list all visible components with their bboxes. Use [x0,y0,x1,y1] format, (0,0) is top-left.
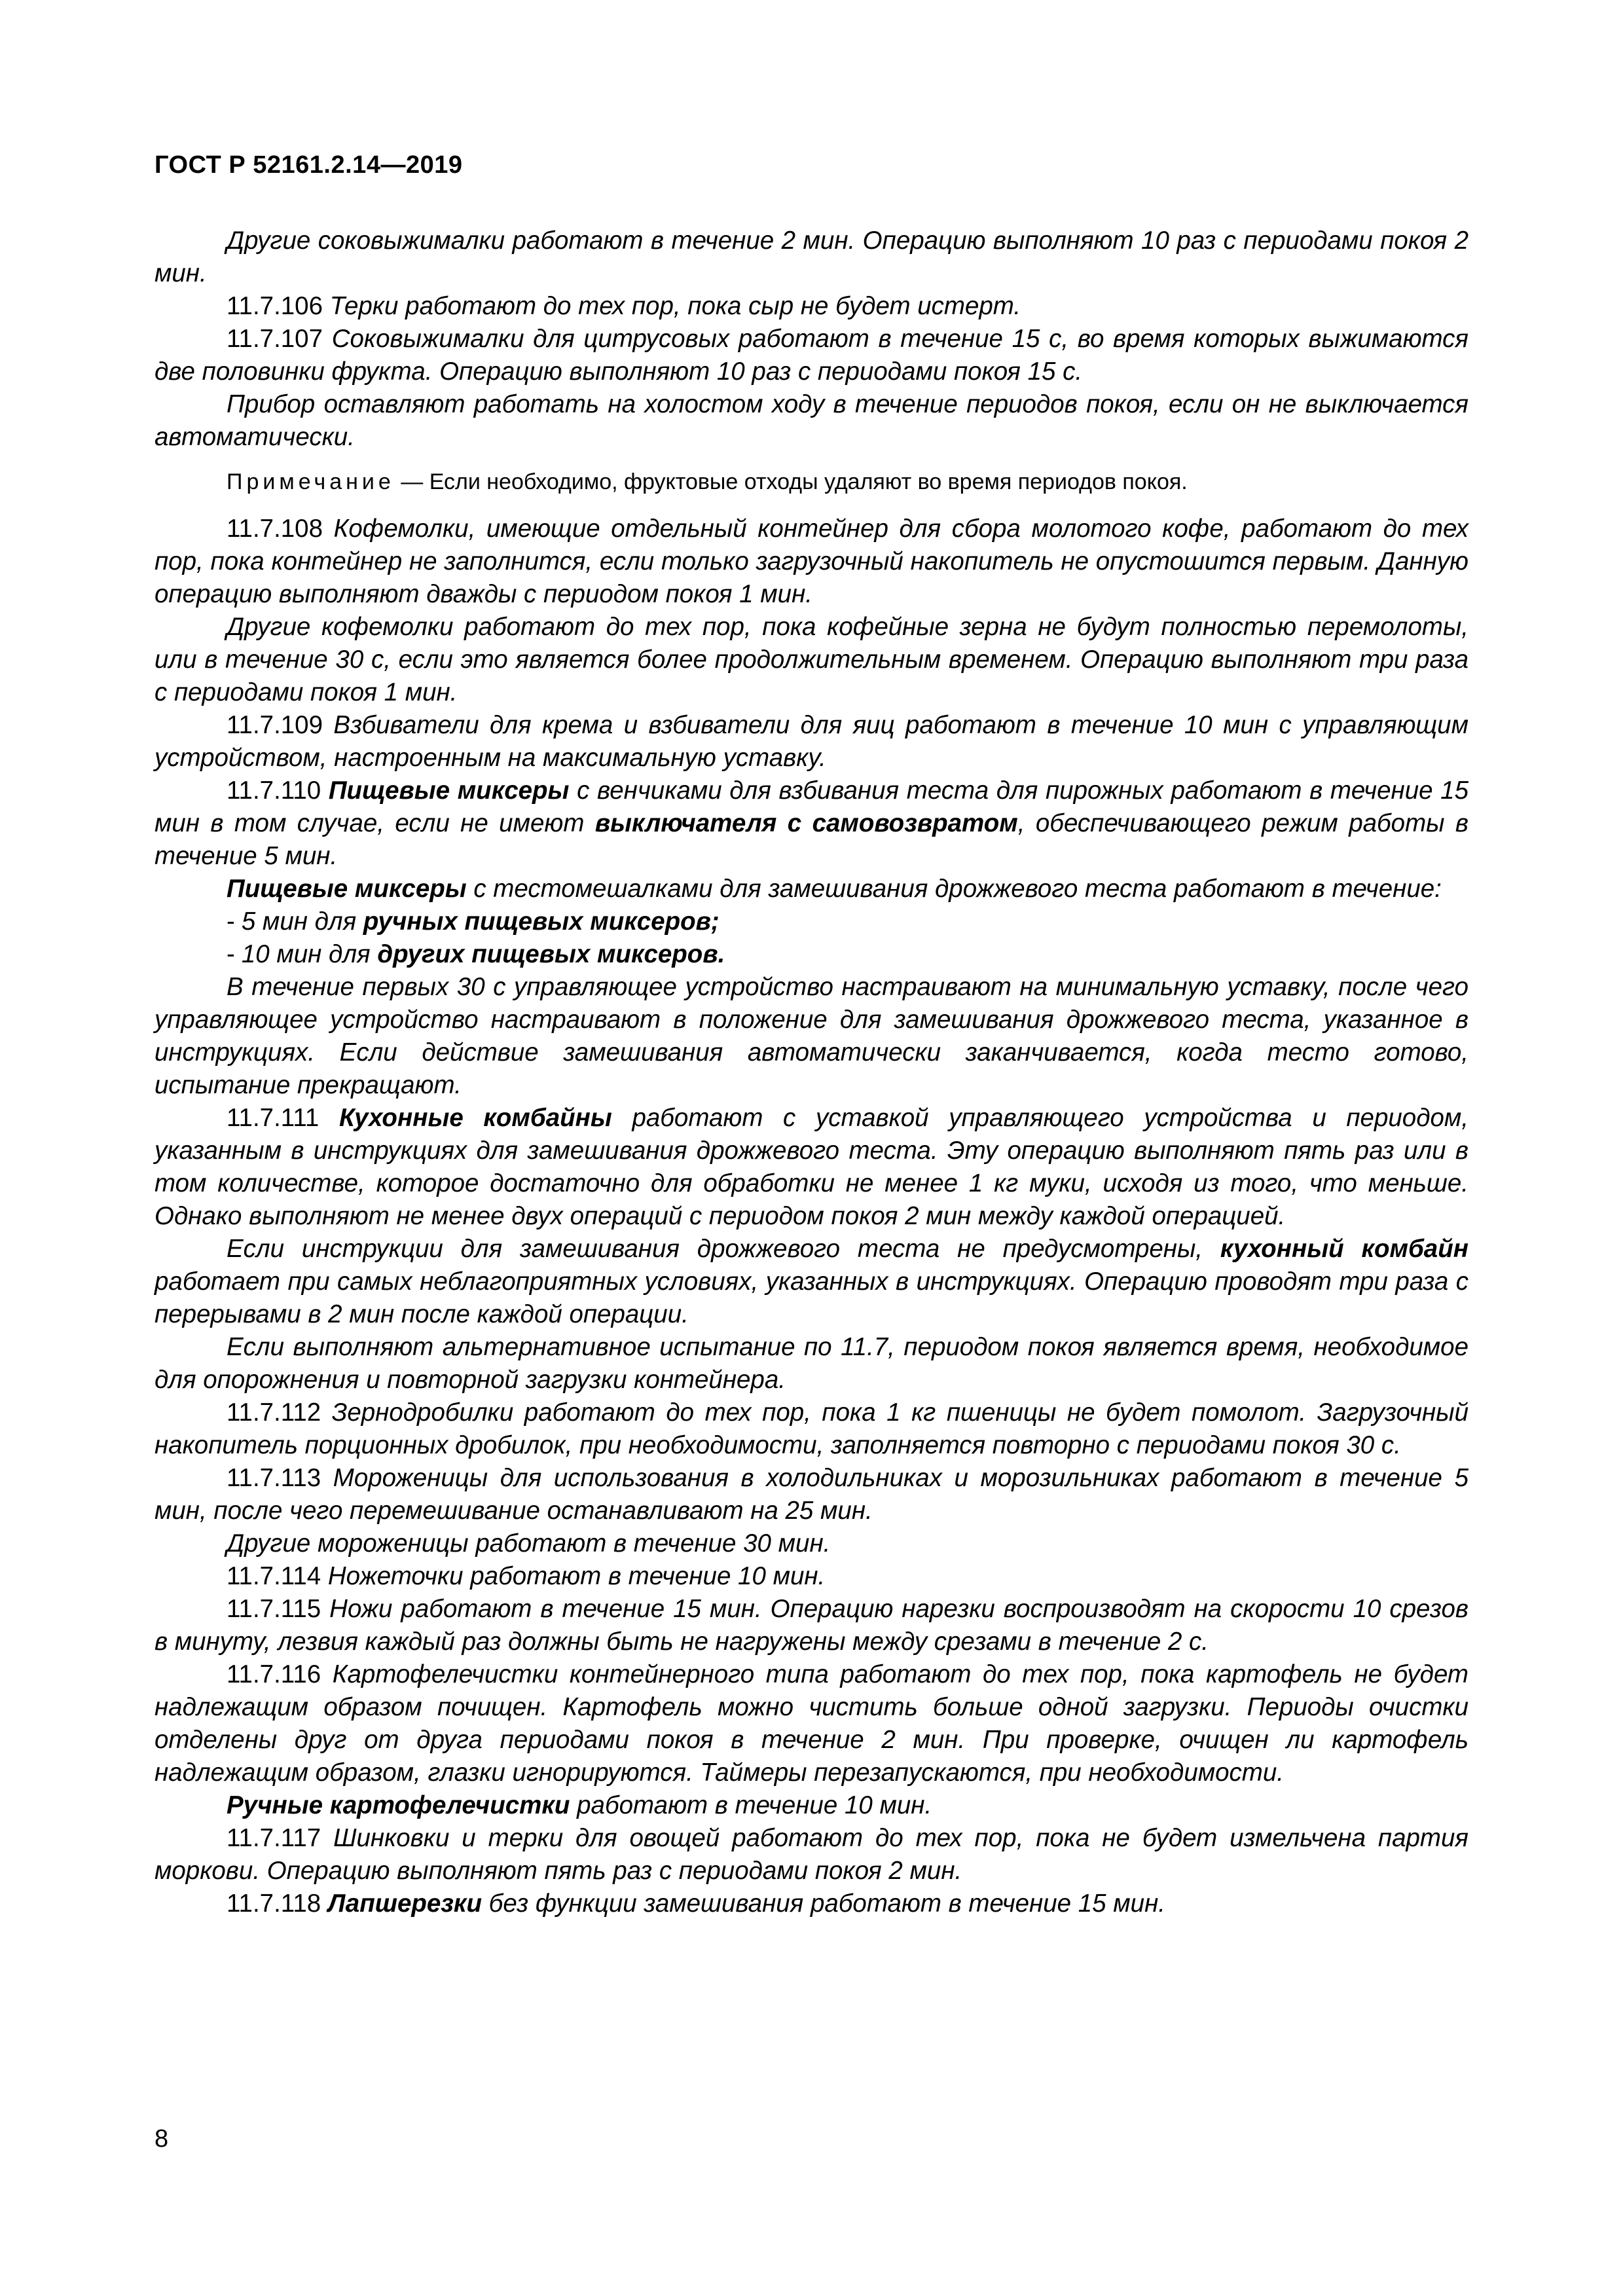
clause-11-7-113: 11.7.113 Мороженицы для использования в холодильниках и морозильниках работают в течение 5 мин, после чего перемешивание останавливают на 25 мин. [155,1464,1468,1525]
paragraph: В течение первых 30 с управляющее устройство настраивают на минимальную уставку, после чего управляющее устройство настраивают в положение для замешивания дрожжевого теста, указанное в инструкциях. Если действие замешивания автоматически заканчивается, когда тесто готово, испытание прекращают. [155,973,1468,1099]
term: Кухонные комбайны [338,1104,612,1132]
paragraph: Пищевые миксеры с тестомешалками для замешивания дрожжевого теста работают в течение: [227,875,1442,903]
paragraph: Другие мороженицы работают в течение 30 мин. [227,1529,831,1558]
clause-number: 11.7.117 [227,1824,321,1852]
term: Ручные картофелечистки [227,1791,570,1819]
paragraph: Прибор оставляют работать на холостом ходу в течение периодов покоя, если он не выключается автоматически. [155,390,1468,451]
clause-11-7-109: 11.7.109 Взбиватели для крема и взбиватели для яиц работают в течение 10 мин с управляющим устройством, настроенным на максимальную уставку. [155,711,1468,772]
term: Пищевые миксеры [328,776,570,805]
paragraph: Если инструкции для замешивания дрожжевого теста не предусмотрены, кухонный комбайн работает при самых неблагоприятных условиях, указанных в инструкциях. Операцию проводят три раза с перерывами в 2 мин после каждой операции. [155,1235,1468,1328]
clause-number: 11.7.111 [227,1104,319,1132]
clause-number: 11.7.107 [227,325,323,353]
clause-11-7-110: 11.7.110 Пищевые миксеры с венчиками для взбивания теста для пирожных работают в течение 15 мин в том случае, если не имеют выключателя с самовозвратом, обеспечивающего режим работы в течение 5 мин. [155,776,1469,870]
note-text: — Если необходимо, фруктовые отходы удаляют во время периодов покоя. [401,469,1188,494]
clause-11-7-117: 11.7.117 Шинковки и терки для овощей работают до тех пор, пока не будет измельчена партия моркови. Операцию выполняют пять раз с периодами покоя 2 мин. [155,1824,1468,1885]
note [155,467,1468,497]
note-label: Примечание [227,469,395,494]
term: других пищевых миксеров. [377,940,725,968]
clause-11-7-112: 11.7.112 Зернодробилки работают до тех пор, пока 1 кг пшеницы не будет помолот. Загрузочный накопитель порционных дробилок, при необходимости, заполняется повторно с периодами покоя 30 с. [155,1398,1468,1459]
clause-number: 11.7.109 [227,711,323,739]
paragraph: Другие кофемолки работают до тех пор, пока кофейные зерна не будут полностью перемолоты, или в течение 30 с, если это является более продолжительным временем. Операцию выполняют три раза с периодами покоя 1 мин. [155,613,1468,706]
paragraph: Ручные картофелечистки работают в течение 10 мин. [227,1791,932,1819]
clause-11-7-116: 11.7.116 Картофелечистки контейнерного типа работают до тех пор, пока картофель не будет надлежащим образом почищен. Картофель можно чистить больше одной загрузки. Периоды очистки отделены друг от друга периодами покоя в течение 2 мин. При проверке, очищен ли картофель надлежащим образом, глазки игнорируются. Таймеры перезапускаются, при необходимости. [155,1660,1468,1787]
term: Пищевые миксеры [227,875,467,903]
clause-11-7-118: 11.7.118 Лапшерезки без функции замешивания работают в течение 15 мин. [227,1889,1165,1918]
page-number: 8 [155,2125,169,2153]
document-header: ГОСТ Р 52161.2.14—2019 [155,151,463,179]
clause-number: 11.7.116 [227,1660,321,1688]
clause-11-7-106: 11.7.106 Терки работают до тех пор, пока сыр не будет истерт. [227,292,1021,320]
clause-number: 11.7.110 [227,776,321,805]
list-item: - 10 мин для других пищевых миксеров. [227,940,725,968]
list-item: - 5 мин для ручных пищевых миксеров; [227,907,720,936]
paragraph: Другие соковыжималки работают в течение 2 мин. Операцию выполняют 10 раз с периодами покоя 2 мин. [155,227,1468,287]
clause-number: 11.7.113 [227,1464,321,1492]
clause-number: 11.7.112 [227,1398,321,1427]
clause-11-7-108: 11.7.108 Кофемолки, имеющие отдельный контейнер для сбора молотого кофе, работают до тех пор, пока контейнер не заполнится, если только загрузочный накопитель не опустошится первым. Данную операцию выполняют дважды с периодом покоя 1 мин. [155,515,1469,608]
clause-11-7-115: 11.7.115 Ножи работают в течение 15 мин. Операцию нарезки воспроизводят на скорости 10 срезов в минуту, лезвия каждый раз должны быть не нагружены между срезами в течение 2 с. [155,1595,1468,1656]
clause-number: 11.7.118 [227,1889,321,1918]
clause-number: 11.7.115 [227,1595,321,1623]
clause-number: 11.7.114 [227,1562,321,1590]
clause-11-7-107: 11.7.107 Соковыжималки для цитрусовых работают в течение 15 с, во время которых выжимаются две половинки фрукта. Операцию выполняют 10 раз с периодами покоя 15 с. [155,325,1468,386]
term: выключателя с самовозвратом [594,809,1018,837]
clause-number: 11.7.108 [227,515,323,543]
paragraph: Если выполняют альтернативное испытание по 11.7, периодом покоя является время, необходимое для опорожнения и повторной загрузки контейнера. [155,1333,1468,1394]
clause-11-7-111: 11.7.111 Кухонные комбайны работают с уставкой управляющего устройства и периодом, указанным в инструкциях для замешивания дрожжевого теста. Эту операцию выполняют пять раз или в том количестве, которое достаточно для обработки не менее 1 кг муки, исходя из того, что меньше. Однако выполняют не менее двух операций с периодом покоя 2 мин между каждой операцией. [155,1104,1468,1230]
clause-11-7-114: 11.7.114 Ножеточки работают в течение 10 мин. [227,1562,826,1590]
term: Лапшерезки [327,1889,482,1918]
term: кухонный комбайн [1220,1235,1468,1263]
document-body [155,225,1468,1920]
term: ручных пищевых миксеров; [363,907,720,936]
clause-number: 11.7.106 [227,292,323,320]
